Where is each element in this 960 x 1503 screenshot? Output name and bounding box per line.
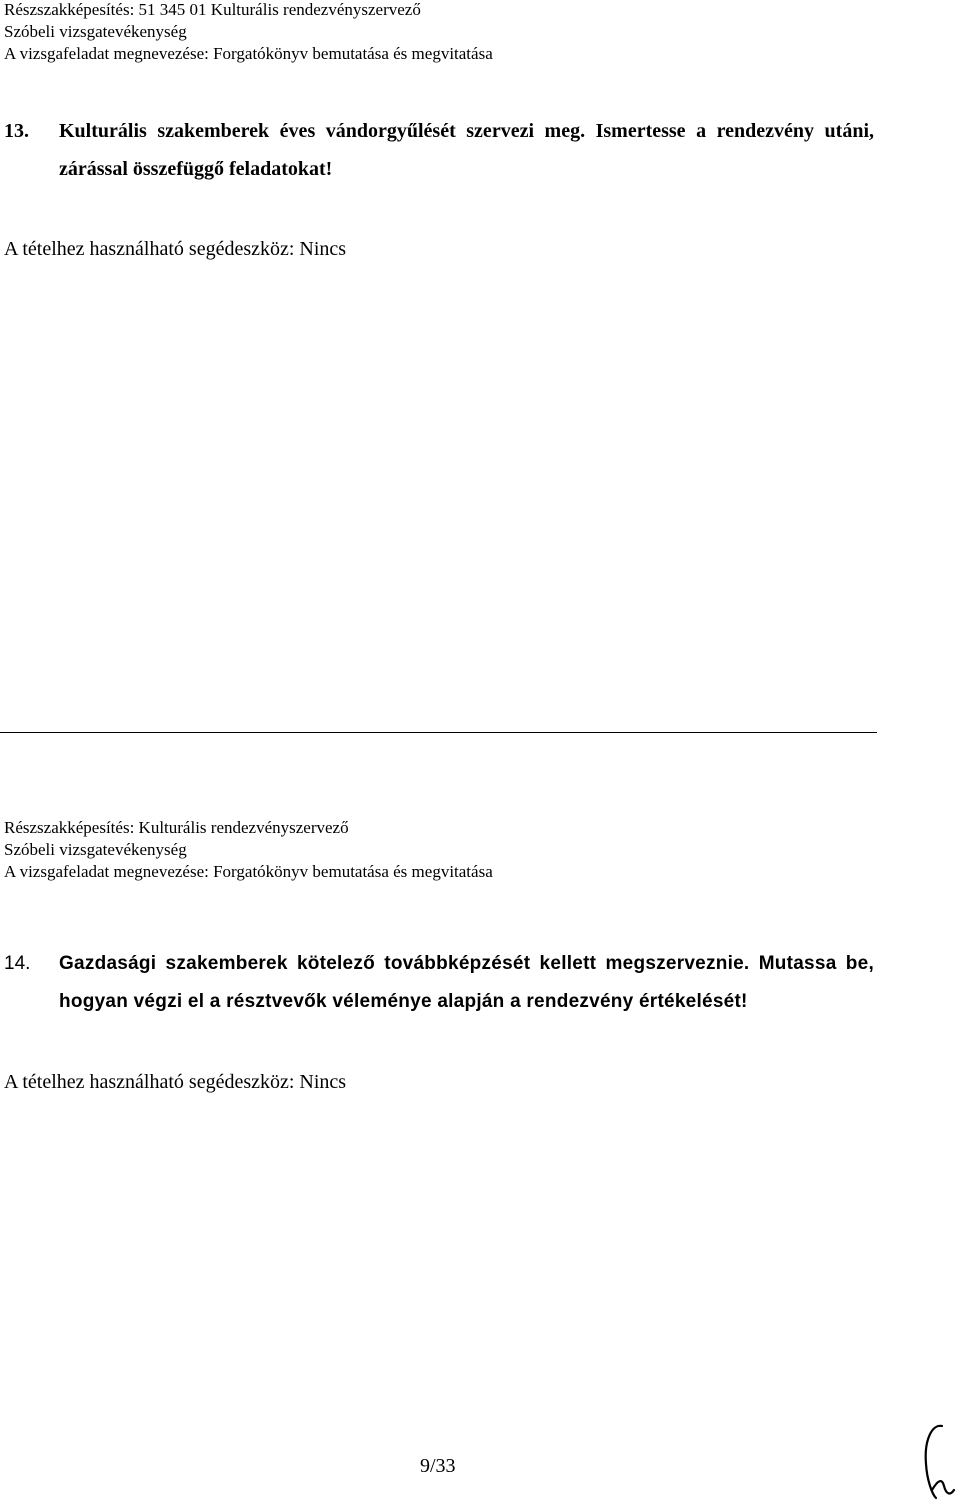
allowed-aids: A tételhez használható segédeszköz: Nincs [4,238,347,260]
exam-header-line2: Szóbeli vizsgatevékenység [4,22,187,41]
question-number: 13. [4,120,29,142]
signature-icon [918,1420,958,1500]
exam-header-line1: Részszakképesítés: 51 345 01 Kulturális rendezvényszervező [4,0,421,19]
question-text: Gazdasági szakemberek kötelező továbbképzését kellett megszerveznie. Mutassa be, hogyan végzi el a résztvevők véleménye alapján a rendezvény értékelését! [59,953,874,1012]
exam-header-line3: A vizsgafeladat megnevezése: Forgatókönyv bemutatása és megvitatása [4,862,493,881]
exam-header-line1: Részszakképesítés: Kulturális rendezvényszervező [4,818,349,837]
question-14 [4,945,874,1021]
question-13 [4,112,874,188]
page-divider [0,732,877,733]
allowed-aids: A tételhez használható segédeszköz: Nincs [4,1071,347,1093]
page-number: 9/33 [420,1455,456,1477]
question-number: 14. [4,953,31,974]
exam-header-line2: Szóbeli vizsgatevékenység [4,840,187,859]
exam-header-line3: A vizsgafeladat megnevezése: Forgatókönyv bemutatása és megvitatása [4,44,493,63]
question-text: Kulturális szakemberek éves vándorgyűlését szervezi meg. Ismertesse a rendezvény utáni, zárással összefüggő feladatokat! [59,120,874,180]
